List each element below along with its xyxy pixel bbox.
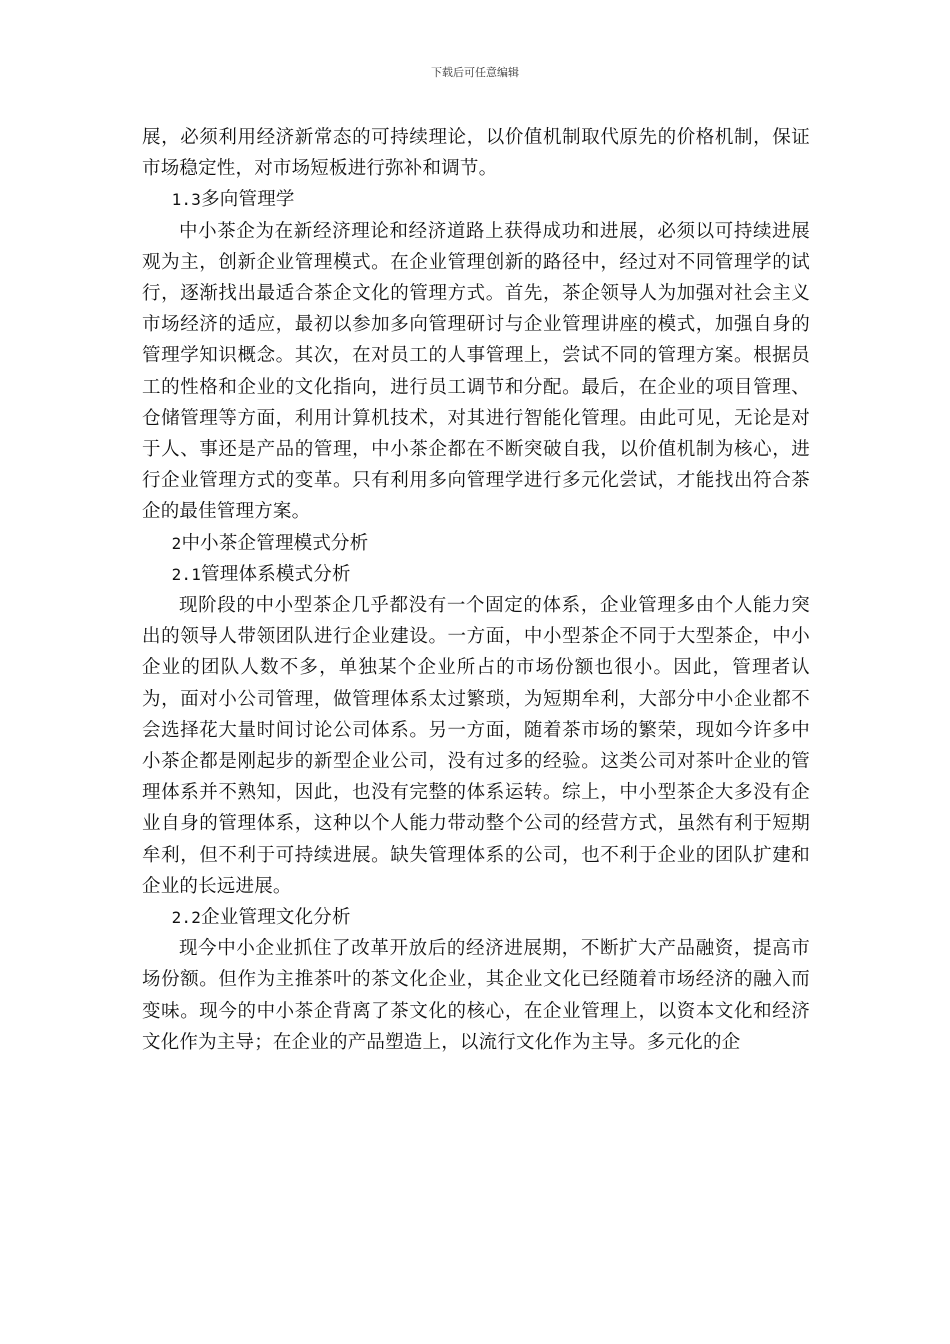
section-title: 多向管理学 (201, 189, 295, 211)
section-title: 管理体系模式分析 (201, 563, 351, 585)
section-number: 1.3 (171, 190, 202, 210)
section-title: 中小茶企管理模式分析 (181, 532, 369, 554)
section-heading-2 (142, 528, 810, 559)
section-heading-1-3 (142, 184, 810, 215)
paragraph: 现今中小企业抓住了改革开放后的经济进展期，不断扩大产品融资，提高市场份额。但作为主推茶叶的茶文化企业，其企业文化已经随着市场经济的融入而变味。现今的中小茶企背离了茶文化的核心，在企业管理上，以资本文化和经济文化作为主导；在企业的产品塑造上，以流行文化作为主导。多元化的企 (142, 938, 810, 1053)
section-number: 2.2 (171, 908, 202, 928)
section-heading-2-2 (142, 902, 810, 933)
document-body (142, 122, 810, 1058)
section-heading-2-1 (142, 559, 810, 590)
section-number: 2 (171, 533, 182, 553)
paragraph-continued: 展，必须利用经济新常态的可持续理论，以价值机制取代原先的价格机制，保证市场稳定性，对市场短板进行弥补和调节。 (142, 127, 810, 180)
section-title: 企业管理文化分析 (201, 907, 351, 929)
paragraph: 中小茶企为在新经济理论和经济道路上获得成功和进展，必须以可持续进展观为主，创新企业管理模式。在企业管理创新的路径中，经过对不同管理学的试行，逐渐找出最适合茶企文化的管理方式。首先，茶企领导人为加强对社会主义市场经济的适应，最初以参加多向管理研讨与企业管理讲座的模式，加强自身的管理学知识概念。其次，在对员工的人事管理上，尝试不同的管理方案。根据员工的性格和企业的文化指向，进行员工调节和分配。最后，在企业的项目管理、仓储管理等方面，利用计算机技术，对其进行智能化管理。由此可见，无论是对于人、事还是产品的管理，中小茶企都在不断突破自我，以价值机制为核心，进行企业管理方式的变革。只有利用多向管理学进行多元化尝试，才能找出符合茶企的最佳管理方案。 (142, 220, 810, 523)
page-header: 下载后可任意编辑 (431, 66, 519, 79)
paragraph: 现阶段的中小型茶企几乎都没有一个固定的体系，企业管理多由个人能力突出的领导人带领团队进行企业建设。一方面，中小型茶企不同于大型茶企，中小企业的团队人数不多，单独某个企业所占的市场份额也很小。因此，管理者认为，面对小公司管理，做管理体系太过繁琐，为短期牟利，大部分中小企业都不会选择花大量时间讨论公司体系。另一方面，随着茶市场的繁荣，现如今许多中小茶企都是刚起步的新型企业公司，没有过多的经验。这类公司对茶叶企业的管理体系并不熟知，因此，也没有完整的体系运转。综上，中小型茶企大多没有企业自身的管理体系，这种以个人能力带动整个公司的经营方式，虽然有利于短期牟利，但不利于可持续进展。缺失管理体系的公司，也不利于企业的团队扩建和企业的长远进展。 (142, 595, 810, 897)
section-number: 2.1 (171, 564, 202, 584)
